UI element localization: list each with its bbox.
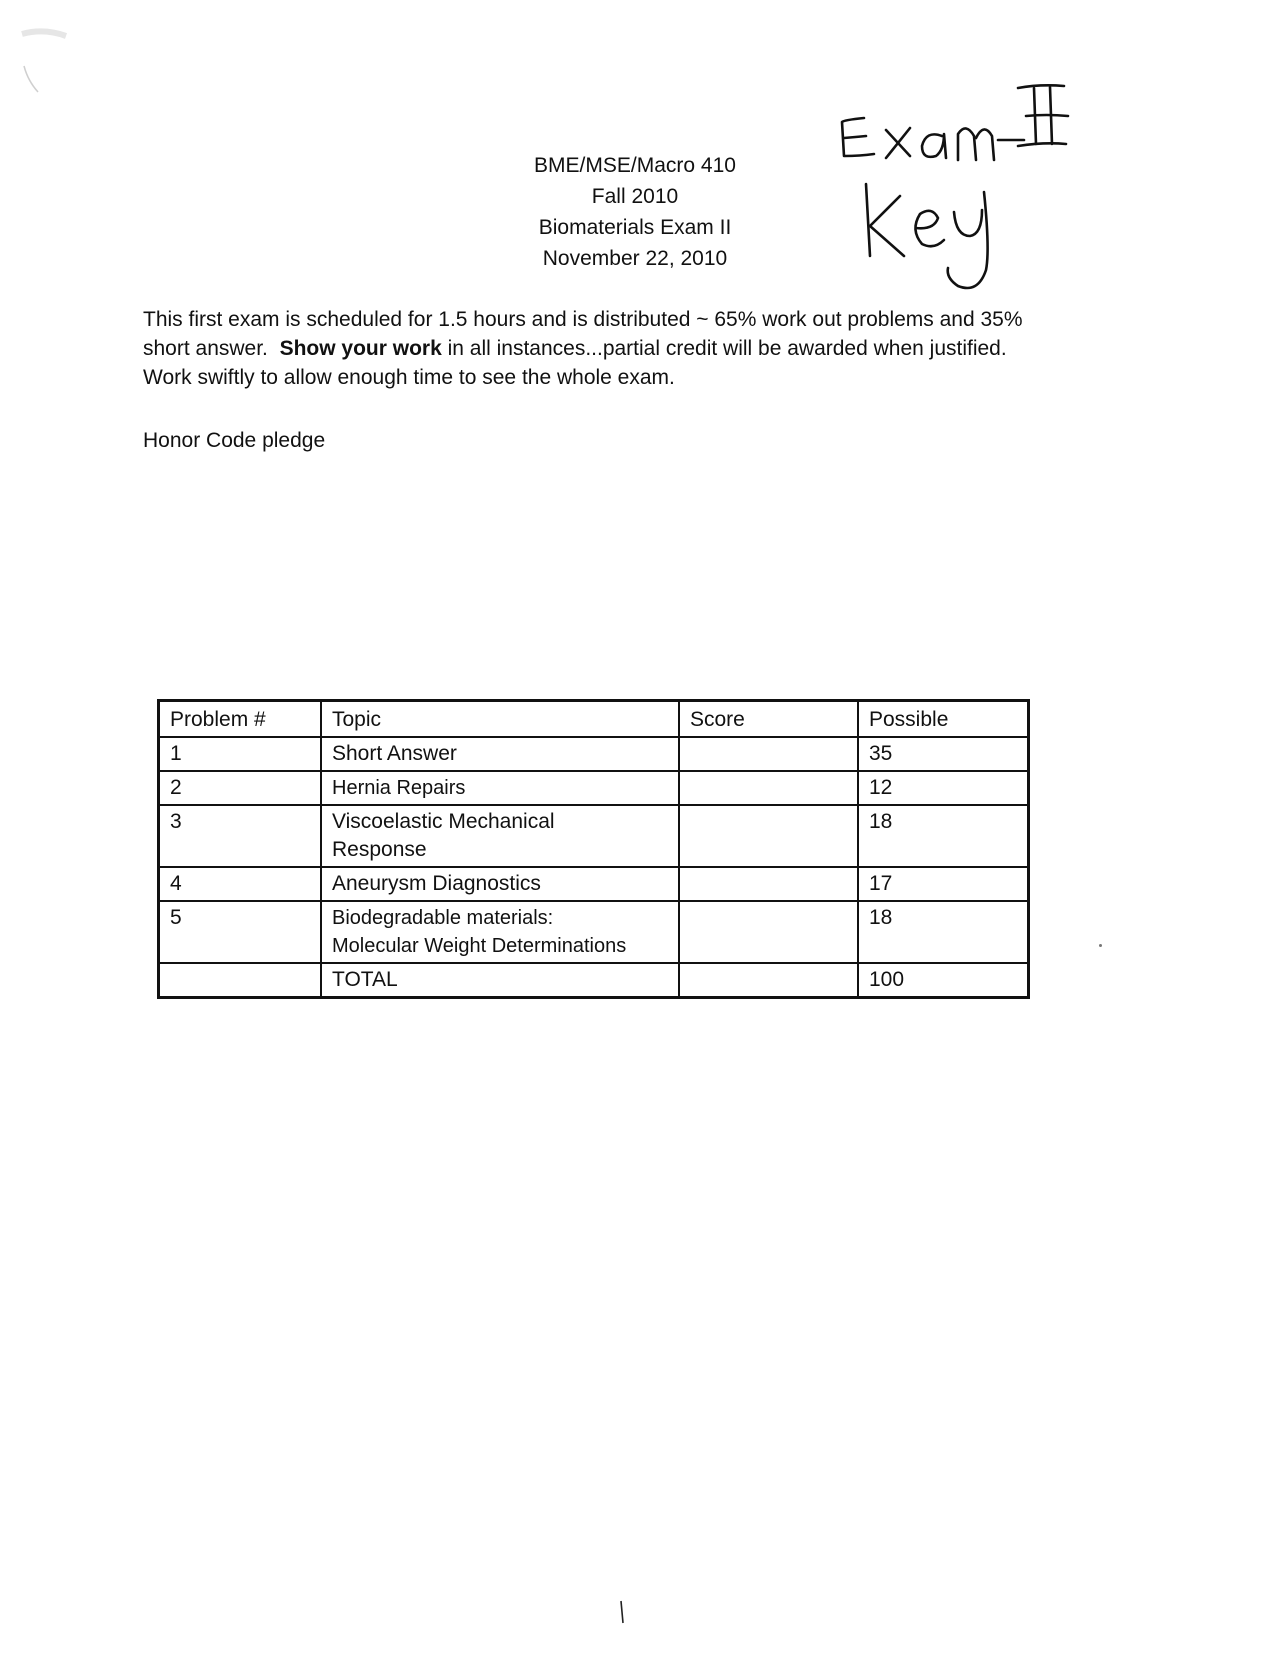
instructions-line-1: This first exam is scheduled for 1.5 hours and is distributed ~ 65% work out problems and 35% [143, 308, 1023, 331]
topic-line: Hernia Repairs [332, 777, 466, 799]
topic-line: Biodegradable materials: [332, 907, 554, 929]
instructions-line-2-end: in all instances...partial credit will be awarded when justified. [441, 337, 1007, 360]
table-row [159, 901, 1029, 963]
cell-problem: 4 [159, 867, 322, 901]
header-score: Score [679, 701, 858, 738]
table-row [159, 737, 1029, 771]
topic-line: Molecular Weight Determinations [332, 935, 627, 957]
topic-line: Aneurysm Diagnostics [332, 872, 541, 895]
header-topic: Topic [321, 701, 679, 738]
instructions-emphasis: Show your work [279, 337, 442, 360]
exam-date: November 22, 2010 [542, 247, 728, 270]
cell-topic [321, 737, 679, 771]
cell-problem: 1 [159, 737, 322, 771]
cell-possible: 12 [858, 771, 1029, 805]
exam-title: Biomaterials Exam II [538, 216, 732, 239]
table-header-row [159, 701, 1029, 738]
cell-score [679, 805, 858, 867]
scan-speck [1099, 944, 1102, 947]
header-problem: Problem # [159, 701, 322, 738]
handwritten-exam-key-note [830, 60, 1130, 300]
cell-score [679, 963, 858, 998]
instructions-line-3: Work swiftly to allow enough time to see the whole exam. [143, 366, 675, 389]
scan-mark [620, 1600, 624, 1624]
scan-smudge [14, 26, 74, 96]
cell-topic [321, 805, 679, 867]
table-row [159, 805, 1029, 867]
cell-possible: 35 [858, 737, 1029, 771]
topic-line: Viscoelastic Mechanical [332, 810, 555, 833]
cell-score [679, 771, 858, 805]
topic-line: Response [332, 838, 427, 861]
cell-total-label: TOTAL [321, 963, 679, 998]
topic-line: Short Answer [332, 742, 457, 765]
exam-instructions [143, 305, 1143, 392]
cell-score [679, 867, 858, 901]
instructions-line-2-start: short answer. [143, 337, 280, 360]
cell-score [679, 737, 858, 771]
cell-possible: 18 [858, 901, 1029, 963]
table-row [159, 867, 1029, 901]
course-code: BME/MSE/Macro 410 [534, 154, 736, 177]
cell-possible: 17 [858, 867, 1029, 901]
table-total-row [159, 963, 1029, 998]
score-table [157, 699, 1030, 999]
header-possible: Possible [858, 701, 1029, 738]
exam-header [430, 150, 840, 274]
cell-score [679, 901, 858, 963]
cell-topic [321, 867, 679, 901]
cell-problem: 5 [159, 901, 322, 963]
cell-problem: 2 [159, 771, 322, 805]
cell-problem: 3 [159, 805, 322, 867]
cell-topic [321, 771, 679, 805]
cell-possible: 18 [858, 805, 1029, 867]
cell-topic [321, 901, 679, 963]
cell-total-possible: 100 [858, 963, 1029, 998]
cell-problem [159, 963, 322, 998]
instructions-line-2 [143, 334, 1143, 363]
table-row [159, 771, 1029, 805]
honor-code-pledge: Honor Code pledge [143, 429, 326, 452]
term: Fall 2010 [591, 185, 679, 208]
